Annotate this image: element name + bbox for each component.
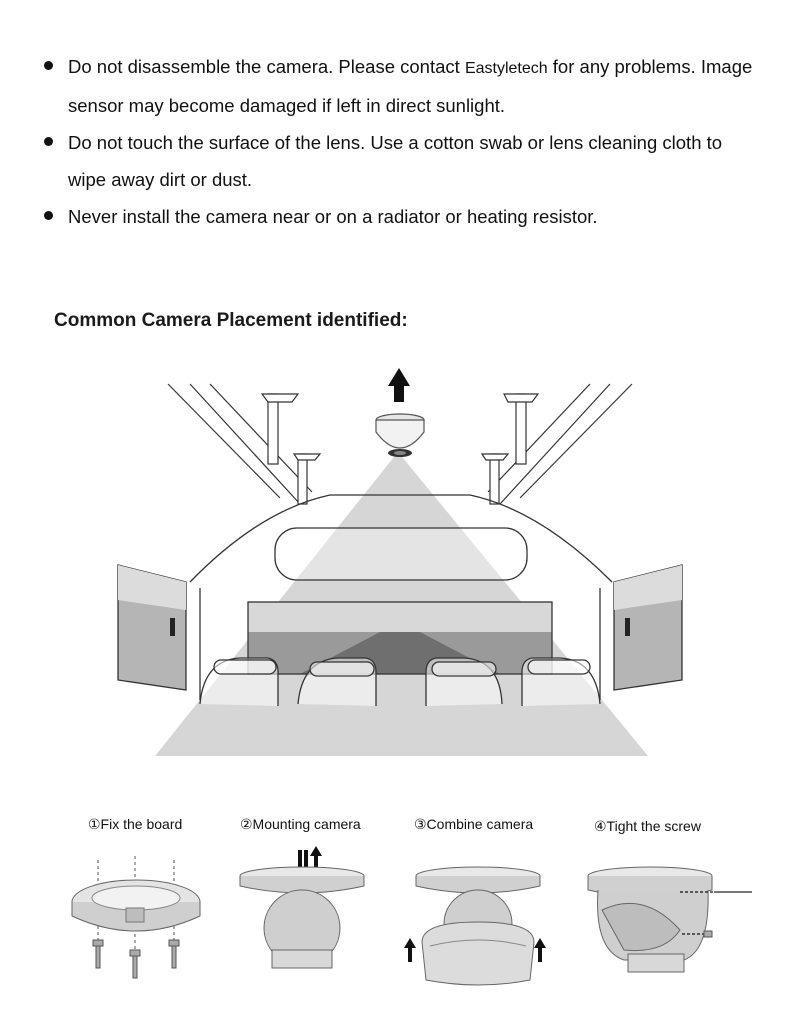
step-1-label: ①Fix the board [88, 816, 183, 832]
right-grab-rails [482, 384, 632, 504]
placement-heading: Common Camera Placement identified: [54, 310, 408, 331]
up-arrow-icon [388, 368, 410, 402]
left-grab-rails [168, 384, 320, 504]
tighten-screw-illustration [584, 850, 756, 980]
step-2-label: ②Mounting camera [240, 816, 361, 832]
bullet-dot-icon [44, 61, 53, 70]
warning-text: Do not touch the surface of the lens. Use a cotton swab or lens cleaning cloth to wipe away dirt or dust. [68, 132, 723, 190]
installation-steps [0, 810, 800, 1010]
screw-icon [93, 940, 179, 978]
warning-item [44, 48, 764, 124]
warning-text-continued: for any problems. Image sensor may become damaged if left in direct sunlight. [68, 56, 753, 116]
step-4-label: ④Tight the screw [594, 818, 701, 834]
bullet-dot-icon [44, 137, 53, 146]
dome-camera-icon [376, 414, 424, 457]
warning-text: Never install the camera near or on a radiator or heating resistor. [68, 206, 598, 227]
bullet-dot-icon [44, 211, 53, 220]
safety-warnings-list [44, 48, 764, 235]
warning-text: Do not disassemble the camera. Please contact [68, 56, 465, 77]
left-side-window [118, 565, 186, 690]
warning-item [44, 198, 764, 235]
fix-board-illustration [68, 850, 218, 980]
warning-item [44, 124, 764, 198]
step-3-label: ③Combine camera [414, 816, 534, 832]
brand-name: Eastyletech [464, 60, 548, 77]
bus-interior-illustration [0, 360, 800, 770]
mounting-camera-illustration [236, 846, 376, 976]
right-side-window [614, 565, 682, 690]
combine-camera-illustration [400, 850, 550, 990]
windshield [248, 602, 552, 674]
